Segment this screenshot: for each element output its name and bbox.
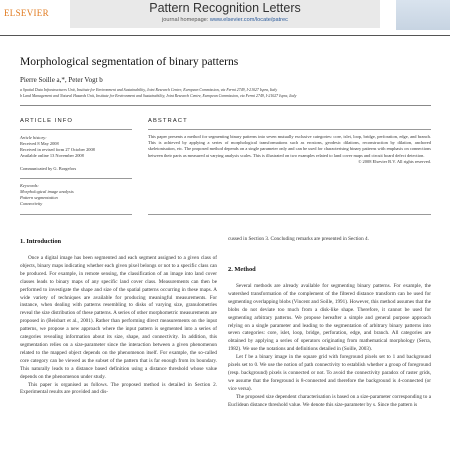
introduction-paragraph: This paper is organised as follows. The proposed method is detailed in Section 2. Experimental results are provided and dis- [20,381,217,396]
journal-cover-thumbnail [396,0,450,30]
revised-date: Received in revised form 27 October 2008 [20,147,95,152]
affiliation-a: a Spatial Data Infrastructures Unit, Institute for Environment and Sustainability, Joint Research Centre, European Commission, via Fermi 2749, I-21027 Ispra, Italy [20,88,278,92]
communicated-by: Communicated by G. Borgefors [20,166,77,171]
available-date: Available online 13 November 2008 [20,153,84,158]
publisher-logo: ELSEVIER [4,8,49,18]
introduction-paragraph: Once a digital image has been segmented and each segment assigned to a given class of objects, binary maps indicating whether each given pixel belongs or not to a specific class can be produced. For example, in remote sensing, the classification of an image into land cover classes leads to binary maps of any specific land cover class. Measurements can then be performed to investigate the shape and size of the spatial patterns occurring in these maps. A wide variety of techniques are available for producing meaningful measurements. For instance, when dealing with patterns resembling to disks of varying size, granulometries reveal the size distribution of these patterns. A series of other morphometric measurements are proposed in (Beisbart et al., 2001). Rather than performing direct measurements on the input patterns, we propose a new approach where the input pattern is segmented into a series of categories revealing information about its size, shape, and connectivity. In addition, this segmentation relies on a size-parameter since the interaction between a given phenomenon related to the mapped object depends on the phenomenon itself. For example, the so-called core category can be viewed as the subset of the pattern that is far enough from its boundary. This naturally leads to a distance based definition using a distance threshold whose value depends on the phenomenon under study. [20,255,217,380]
method-paragraph: The proposed size dependent characterisation is based on a size-parameter corresponding to a Euclidean distance threshold value. We denote this size-parameter by s. Since the pattern is [228,393,431,408]
abstract-divider [148,129,431,130]
received-date: Received 8 May 2008 [20,141,59,146]
copyright-notice: © 2008 Elsevier B.V. All rights reserved. [358,158,431,164]
keyword-item: Pattern segmentation [20,195,58,200]
affiliation-divider [20,105,431,106]
journal-title: Pattern Recognition Letters [149,1,301,15]
journal-header-band [70,0,380,28]
abstract-body [148,134,431,165]
keywords-label: Keywords: [20,183,39,188]
article-info-divider [20,129,132,130]
header-divider [0,35,450,36]
continuation-paragraph: cussed in Section 3. Concluding remarks are presented in Section 4. [228,236,369,242]
journal-homepage [70,17,380,23]
paper-title: Morphological segmentation of binary patterns [20,55,239,68]
history-label: Article history: [20,135,47,140]
method-paragraph: Let f be a binary image in the square grid with foreground pixels set to 1 and background pixels set to 0. We use the notion of path connectivity to establish whether a group of foreground (resp. background) pixels is connected or not. To avoid the connectivity paradox of raster grids, we assume that the foreground is 8-connected and therefore the background is 4-connected (or vice versa). [228,354,431,392]
keyword-item: Connectivity [20,201,43,206]
abstract-bottom-divider [148,214,431,215]
abstract-heading: ABSTRACT [148,118,188,124]
method-heading: 2. Method [228,266,256,273]
affiliation-b: b Land Management and Natural Hazards Unit, Institute for Environment and Sustainability, Joint Research Centre, European Commission, via Fermi 2749, I-21027 Ispra, Italy [20,94,297,98]
introduction-heading: 1. Introduction [20,238,62,245]
homepage-label: journal homepage: [162,17,209,23]
info-bottom-divider [20,214,132,215]
keyword-item: Morphological image analysis [20,189,74,194]
method-body [228,283,431,410]
introduction-body [20,255,217,397]
method-paragraph: Several methods are already available for segmenting binary patterns. For example, the watershed transformation of the complement of the filtered distance transform can be used for segmenting overlapping blobs (Vincent and Soille, 1991). However, this method assumes that the blobs do not deviate too much from a disk-like shape. Therefore, it cannot be used for segmenting arbitrary patterns. We propose hereafter a simple and general purpose approach relying on a single parameter and leading to the segmentation of arbitrary binary patterns into seven categories: core, islet, loop, bridge, perforation, edge, and branch. All categories are obtained by applying a series of operators originating from mathematical morphology (Serra, 1982). We use the notations and definitions detailed in (Soille, 2003). [228,283,431,353]
article-info-heading: ARTICLE INFO [20,118,74,124]
info-divider-keywords [20,178,132,179]
homepage-link[interactable]: www.elsevier.com/locate/patrec [209,17,288,23]
right-column-continuation [228,236,431,244]
author-list: Pierre Soille a,*, Peter Vogt b [20,76,103,84]
abstract-text: This paper presents a method for segmenting binary patterns into seven mutually exclusive categories: core, islet, loop, bridge, perforation, edge, and branch. This is achieved by applying a series of morphological transformations such as erosions, geodesic dilations, reconstruction by dilation, anchored skeletonisation, etc. The proposed method depends on a single parameter only and can be used for characterising binary patterns with emphasis on connections between their parts as measured at varying analysis scales. This is illustrated on two examples related to land cover maps and circuit board defect detection. [148,134,431,158]
